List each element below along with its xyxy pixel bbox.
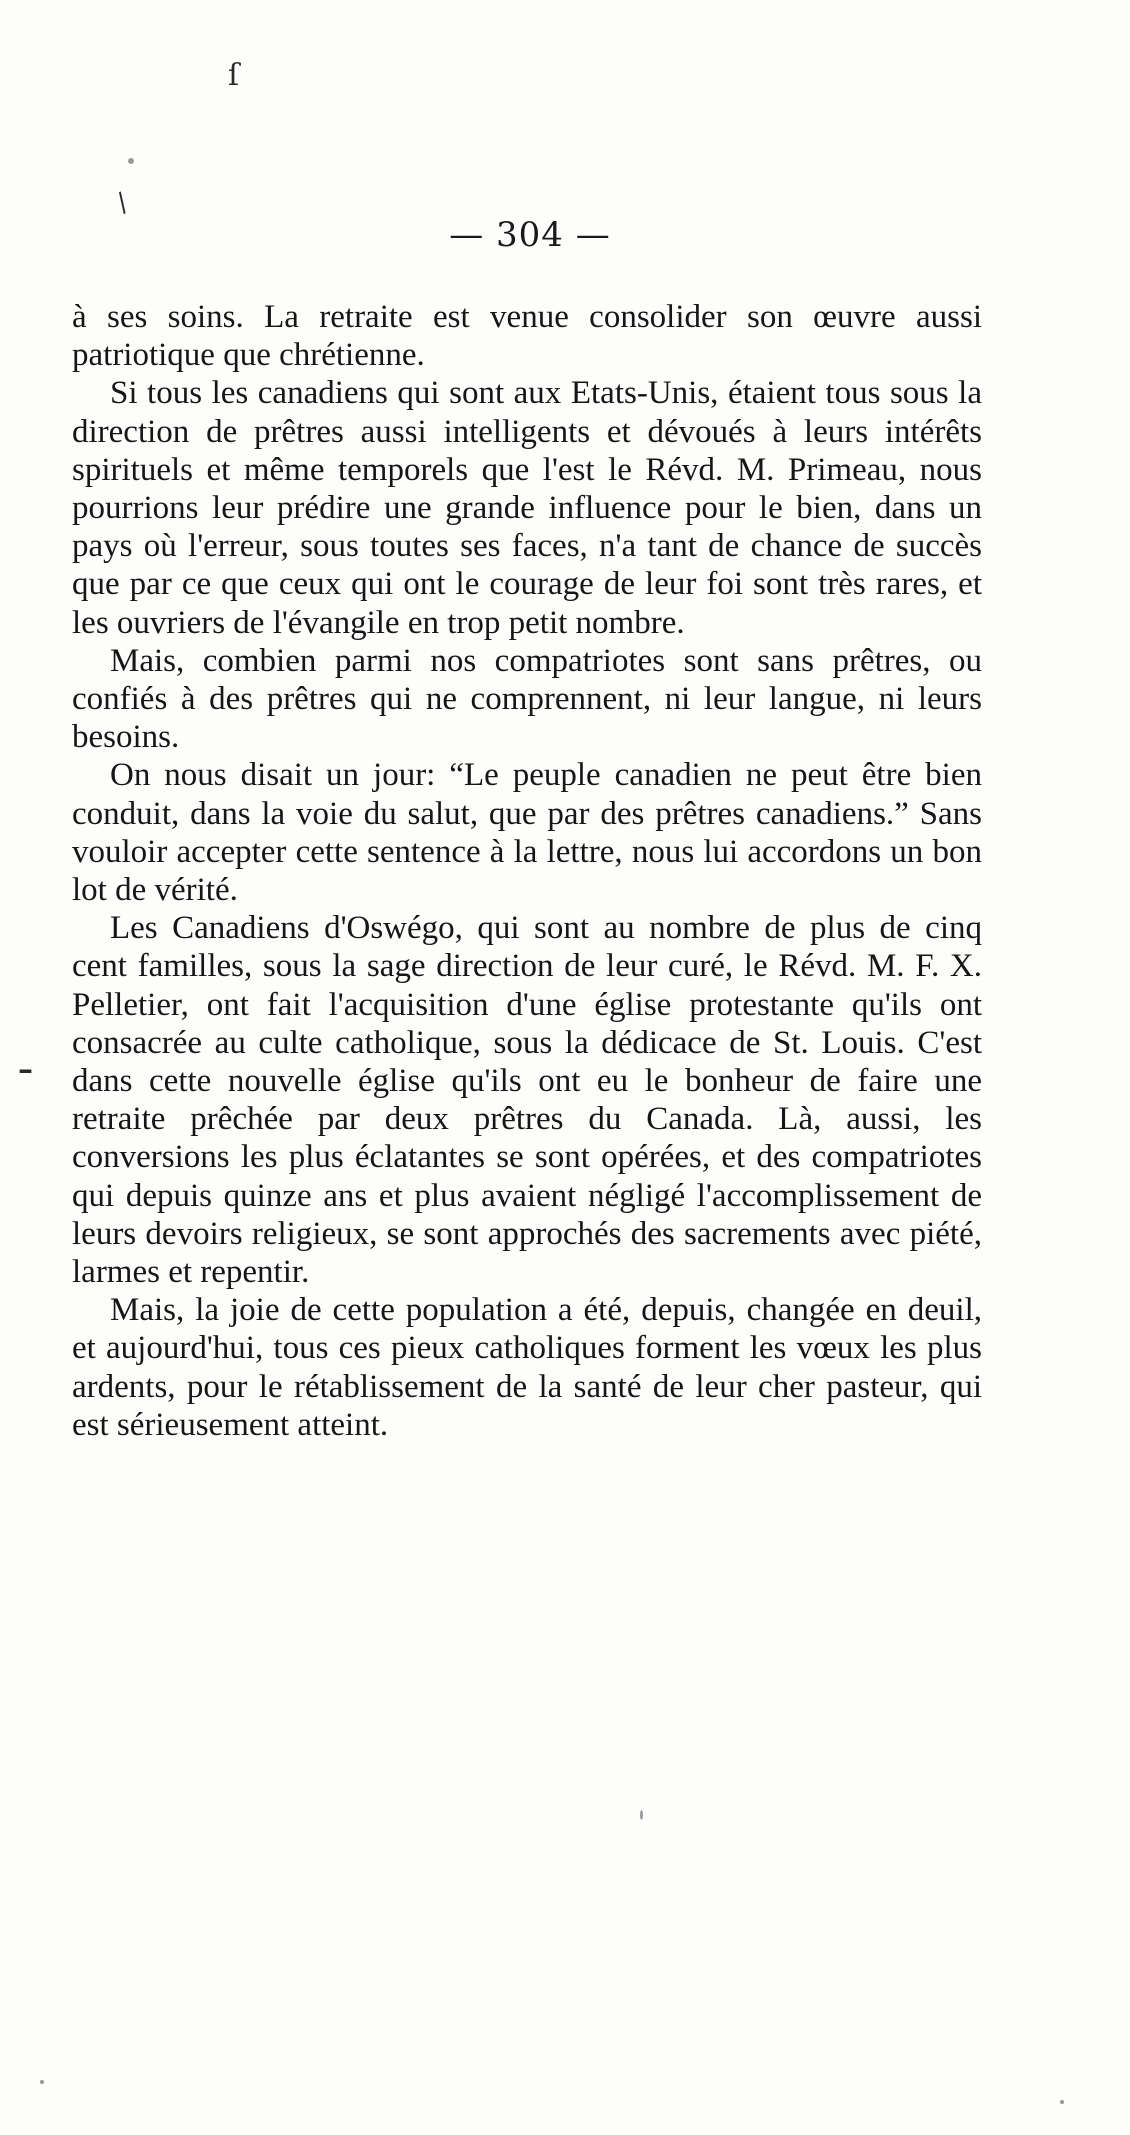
ink-speck (1060, 2100, 1064, 2104)
paragraph: Les Canadiens d'Oswégo, qui sont au nombre de plus de cinq cent familles, sous la sage direction de leur curé, le Révd. M. F. X. Pelletier, ont fait l'acquisition d'une église protestante qu'ils ont consacrée au culte catholique, sous la dédicace de St. Louis. C'est dans cette nouvelle église qu'ils ont eu le bonheur de faire une retraite prêchée par deux prêtres du Canada. Là, aussi, les conversions les plus éclatantes se sont opérées, et des compatriotes qui depuis quinze ans et plus avaient négligé l'accomplissement de leurs devoirs religieux, se sont approchés des sacrements avec piété, larmes et repentir. (72, 910, 982, 1291)
ink-speck (128, 158, 134, 164)
paragraph: à ses soins. La retraite est venue consolider son œuvre aussi patriotique que chrétienne. (72, 299, 982, 374)
paragraph: Mais, combien parmi nos compatriotes sont sans prêtres, ou confiés à des prêtres qui ne comprennent, ni leur langue, ni leurs besoins. (72, 642, 982, 756)
ink-speck (640, 1810, 643, 1820)
paragraph: Mais, la joie de cette population a été, depuis, changée en deuil, et aujourd'hui, tous ces pieux catholiques forment les vœux les plus ardents, pour le rétablissement de la santé de leur cher pasteur, qui est sérieusement atteint. (72, 1292, 982, 1443)
paragraph: On nous disait un jour: “Le peuple canadien ne peut être bien conduit, dans la voie du salut, que par des prêtres canadiens.” Sans vouloir accepter cette sentence à la lettre, nous lui accordons un bon lot de vérité. (72, 757, 982, 909)
margin-mark: – (18, 1052, 33, 1087)
stray-ink-mark: / (111, 187, 134, 219)
body-text (72, 298, 982, 1444)
ink-speck (40, 2080, 44, 2084)
stray-ink-mark: ſ (228, 58, 240, 93)
paragraph: Si tous les canadiens qui sont aux Etats-Unis, étaient tous sous la direction de prêtres aussi intelligents et dévoués à leurs intérêts spirituels et même temporels que l'est le Révd. M. Primeau, nous pourrions leur prédire une grande influence pour le bien, dans un pays où l'erreur, sous toutes ses faces, n'a tant de chance de succès que par ce que ceux qui ont le courage de leur foi sont très rares, et les ouvriers de l'évangile en trop petit nombre. (72, 375, 982, 641)
page-number: — 304 — (449, 215, 611, 255)
